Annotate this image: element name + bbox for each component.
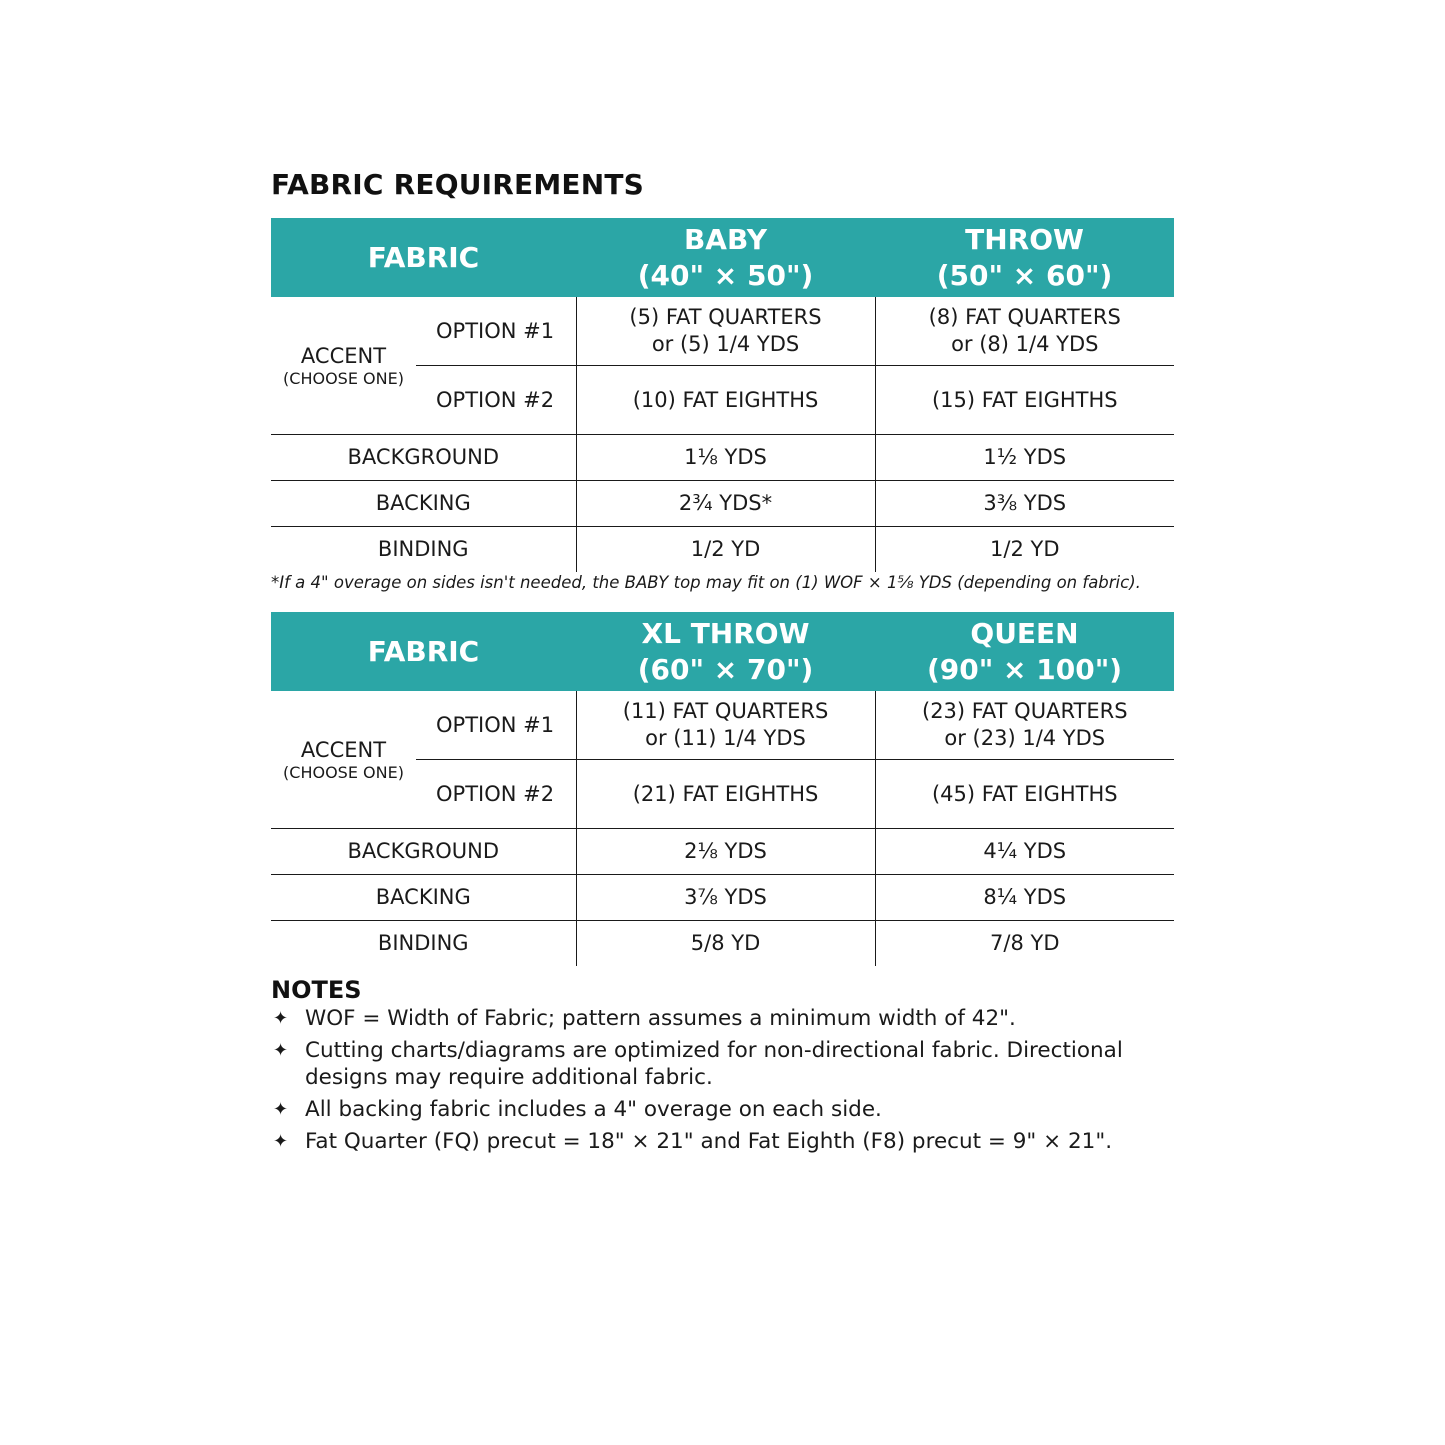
- star-bullet-icon: ✦: [273, 1040, 289, 1061]
- row-label: BACKGROUND: [271, 829, 576, 875]
- header-col2: THROW (50" × 60"): [875, 218, 1174, 297]
- header-fabric: FABRIC: [271, 612, 576, 691]
- option2-col2: (15) FAT EIGHTHS: [875, 366, 1174, 435]
- row-value-col1: 2⅛ YDS: [576, 829, 875, 875]
- row-value-col2: 3⅜ YDS: [875, 481, 1174, 527]
- table-row-binding: [271, 527, 1174, 573]
- header-fabric: FABRIC: [271, 218, 576, 297]
- row-value-col2: 8¼ YDS: [875, 875, 1174, 921]
- header-col2: QUEEN (90" × 100"): [875, 612, 1174, 691]
- row-label: BINDING: [271, 921, 576, 967]
- notes-list: [271, 1005, 1171, 1160]
- row-value-col1: 1/2 YD: [576, 527, 875, 573]
- row-value-col2: 1½ YDS: [875, 435, 1174, 481]
- option2-col1: (21) FAT EIGHTHS: [576, 760, 875, 829]
- header-col1: BABY (40" × 50"): [576, 218, 875, 297]
- row-label: BACKING: [271, 875, 576, 921]
- option2-col1: (10) FAT EIGHTHS: [576, 366, 875, 435]
- table-row-background: [271, 435, 1174, 481]
- note-item: ✦ All backing fabric includes a 4" overage on each side.: [273, 1097, 882, 1122]
- table-row-option1: [271, 297, 1174, 366]
- table-header-row: [271, 218, 1174, 297]
- notes-title: NOTES: [271, 976, 362, 1004]
- option1-label: OPTION #1: [416, 297, 576, 366]
- option1-col1: (11) FAT QUARTERS or (11) 1/4 YDS: [576, 691, 875, 760]
- row-value-col2: 7/8 YD: [875, 921, 1174, 967]
- row-label: BACKING: [271, 481, 576, 527]
- page-title: FABRIC REQUIREMENTS: [271, 168, 645, 201]
- row-value-col2: 4¼ YDS: [875, 829, 1174, 875]
- table-row-background: [271, 829, 1174, 875]
- fabric-requirements-table-2: [271, 612, 1174, 966]
- row-value-col1: 5/8 YD: [576, 921, 875, 967]
- option2-col2: (45) FAT EIGHTHS: [875, 760, 1174, 829]
- option1-label: OPTION #1: [416, 691, 576, 760]
- row-label: BACKGROUND: [271, 435, 576, 481]
- note-item: ✦ Cutting charts/diagrams are optimized for non-directional fabric. Directional designs may require additional fabric.: [273, 1038, 1123, 1090]
- table-row-binding: [271, 921, 1174, 967]
- header-col1: XL THROW (60" × 70"): [576, 612, 875, 691]
- note-item: ✦ Fat Quarter (FQ) precut = 18" × 21" and Fat Eighth (F8) precut = 9" × 21".: [273, 1129, 1113, 1154]
- footnote: *If a 4" overage on sides isn't needed, the BABY top may fit on (1) WOF × 1⅝ YDS (depending on fabric).: [271, 573, 1141, 592]
- option1-col2: (8) FAT QUARTERS or (8) 1/4 YDS: [928, 305, 1121, 356]
- star-bullet-icon: ✦: [273, 1131, 289, 1152]
- option1-col1: (5) FAT QUARTERS or (5) 1/4 YDS: [576, 297, 875, 366]
- option2-label: OPTION #2: [416, 366, 576, 435]
- accent-label: ACCENT (CHOOSE ONE): [283, 343, 404, 388]
- star-bullet-icon: ✦: [273, 1099, 289, 1120]
- row-label: BINDING: [271, 527, 576, 573]
- row-value-col2: 1/2 YD: [875, 527, 1174, 573]
- table-row-backing: [271, 481, 1174, 527]
- option2-label: OPTION #2: [416, 760, 576, 829]
- table-row-backing: [271, 875, 1174, 921]
- fabric-requirements-table-1: [271, 218, 1174, 572]
- option1-col2: (23) FAT QUARTERS or (23) 1/4 YDS: [922, 699, 1128, 750]
- note-item: ✦ WOF = Width of Fabric; pattern assumes a minimum width of 42".: [273, 1006, 1016, 1031]
- table-row-option1: [271, 691, 1174, 760]
- row-value-col1: 3⅞ YDS: [576, 875, 875, 921]
- accent-label: ACCENT (CHOOSE ONE): [283, 737, 404, 782]
- star-bullet-icon: ✦: [273, 1008, 289, 1029]
- table-header-row: [271, 612, 1174, 691]
- row-value-col1: 1⅛ YDS: [576, 435, 875, 481]
- row-value-col1: 2¾ YDS*: [576, 481, 875, 527]
